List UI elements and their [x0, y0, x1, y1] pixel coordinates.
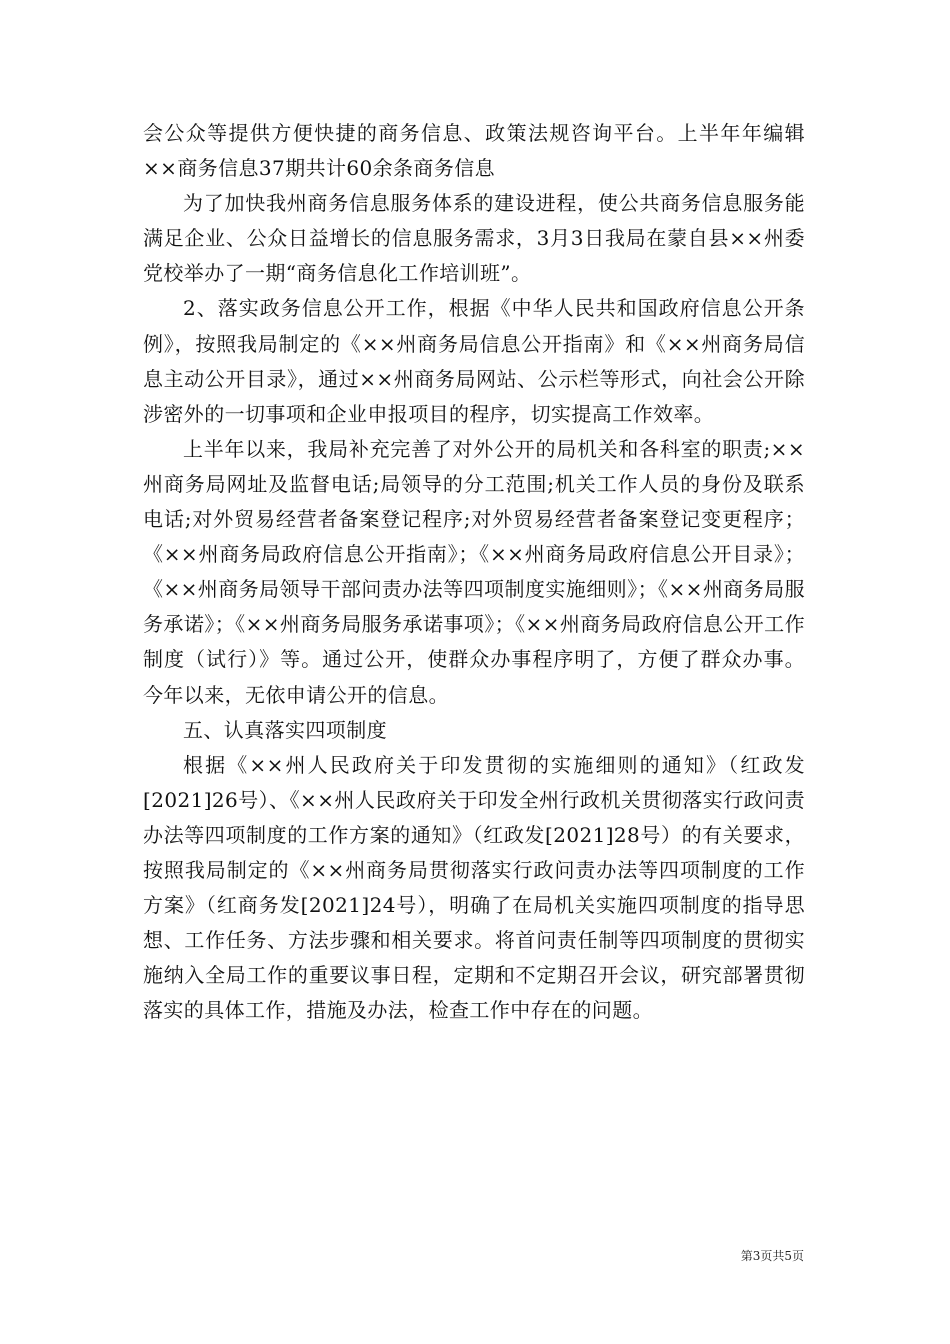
page-number: 第3页共5页 — [740, 1249, 804, 1263]
paragraph-four-systems: 根据《××州人民政府关于印发贯彻的实施细则的通知》（红政发[2021]26号）、《××州人民政府关于印发全州行政机关贯彻落实行政问责办法等四项制度的工作方案的通知》（红政发[2021]28号）的有关要求，按照我局制定的《××州商务局贯彻落实行政问责办法等四项制度的工作方案》（红商务发[2021]24号），明确了在局机关实施四项制度的指导思想、工作任务、方法步骤和相关要求。将首问责任制等四项制度的贯彻实施纳入全局工作的重要议事日程，定期和不定期召开会议，研究部署贯彻落实的具体工作，措施及办法，检查工作中存在的问题。 — [143, 752, 805, 1023]
paragraph-disclosure: 2、落实政务信息公开工作，根据《中华人民共和国政府信息公开条例》，按照我局制定的《××州商务局信息公开指南》和《××州商务局信息主动公开目录》，通过××州商务局网站、公示栏等形式，向社会公开除涉密外的一切事项和企业申报项目的程序，切实提高工作效率。 — [143, 296, 805, 426]
paragraph-improvements: 上半年以来，我局补充完善了对外公开的局机关和各科室的职责;××州商务局网址及监督电话;局领导的分工范围;机关工作人员的身份及联系电话;对外贸易经营者备案登记程序;对外贸易经营者备案登记变更程序；《××州商务局政府信息公开指南》；《××州商务局政府信息公开目录》；《××州商务局领导干部问责办法等四项制度实施细则》；《××州商务局服务承诺》；《××州商务局服务承诺事项》；《××州商务局政府信息公开工作制度（试行）》等。通过公开，使群众办事程序明了，方便了群众办事。今年以来，无依申请公开的信息。 — [143, 436, 805, 707]
paragraph-training: 为了加快我州商务信息服务体系的建设进程，使公共商务信息服务能满足企业、公众日益增长的信息服务需求，3月3日我局在蒙自县××州委党校举办了一期“商务信息化工作培训班”。 — [143, 191, 805, 286]
paragraph-continuation: 会公众等提供方便快捷的商务信息、政策法规咨询平台。上半年年编辑××商务信息37期共计60余条商务信息 — [143, 121, 805, 181]
document-body — [143, 116, 805, 1028]
section-heading: 五、认真落实四项制度 — [183, 717, 387, 742]
